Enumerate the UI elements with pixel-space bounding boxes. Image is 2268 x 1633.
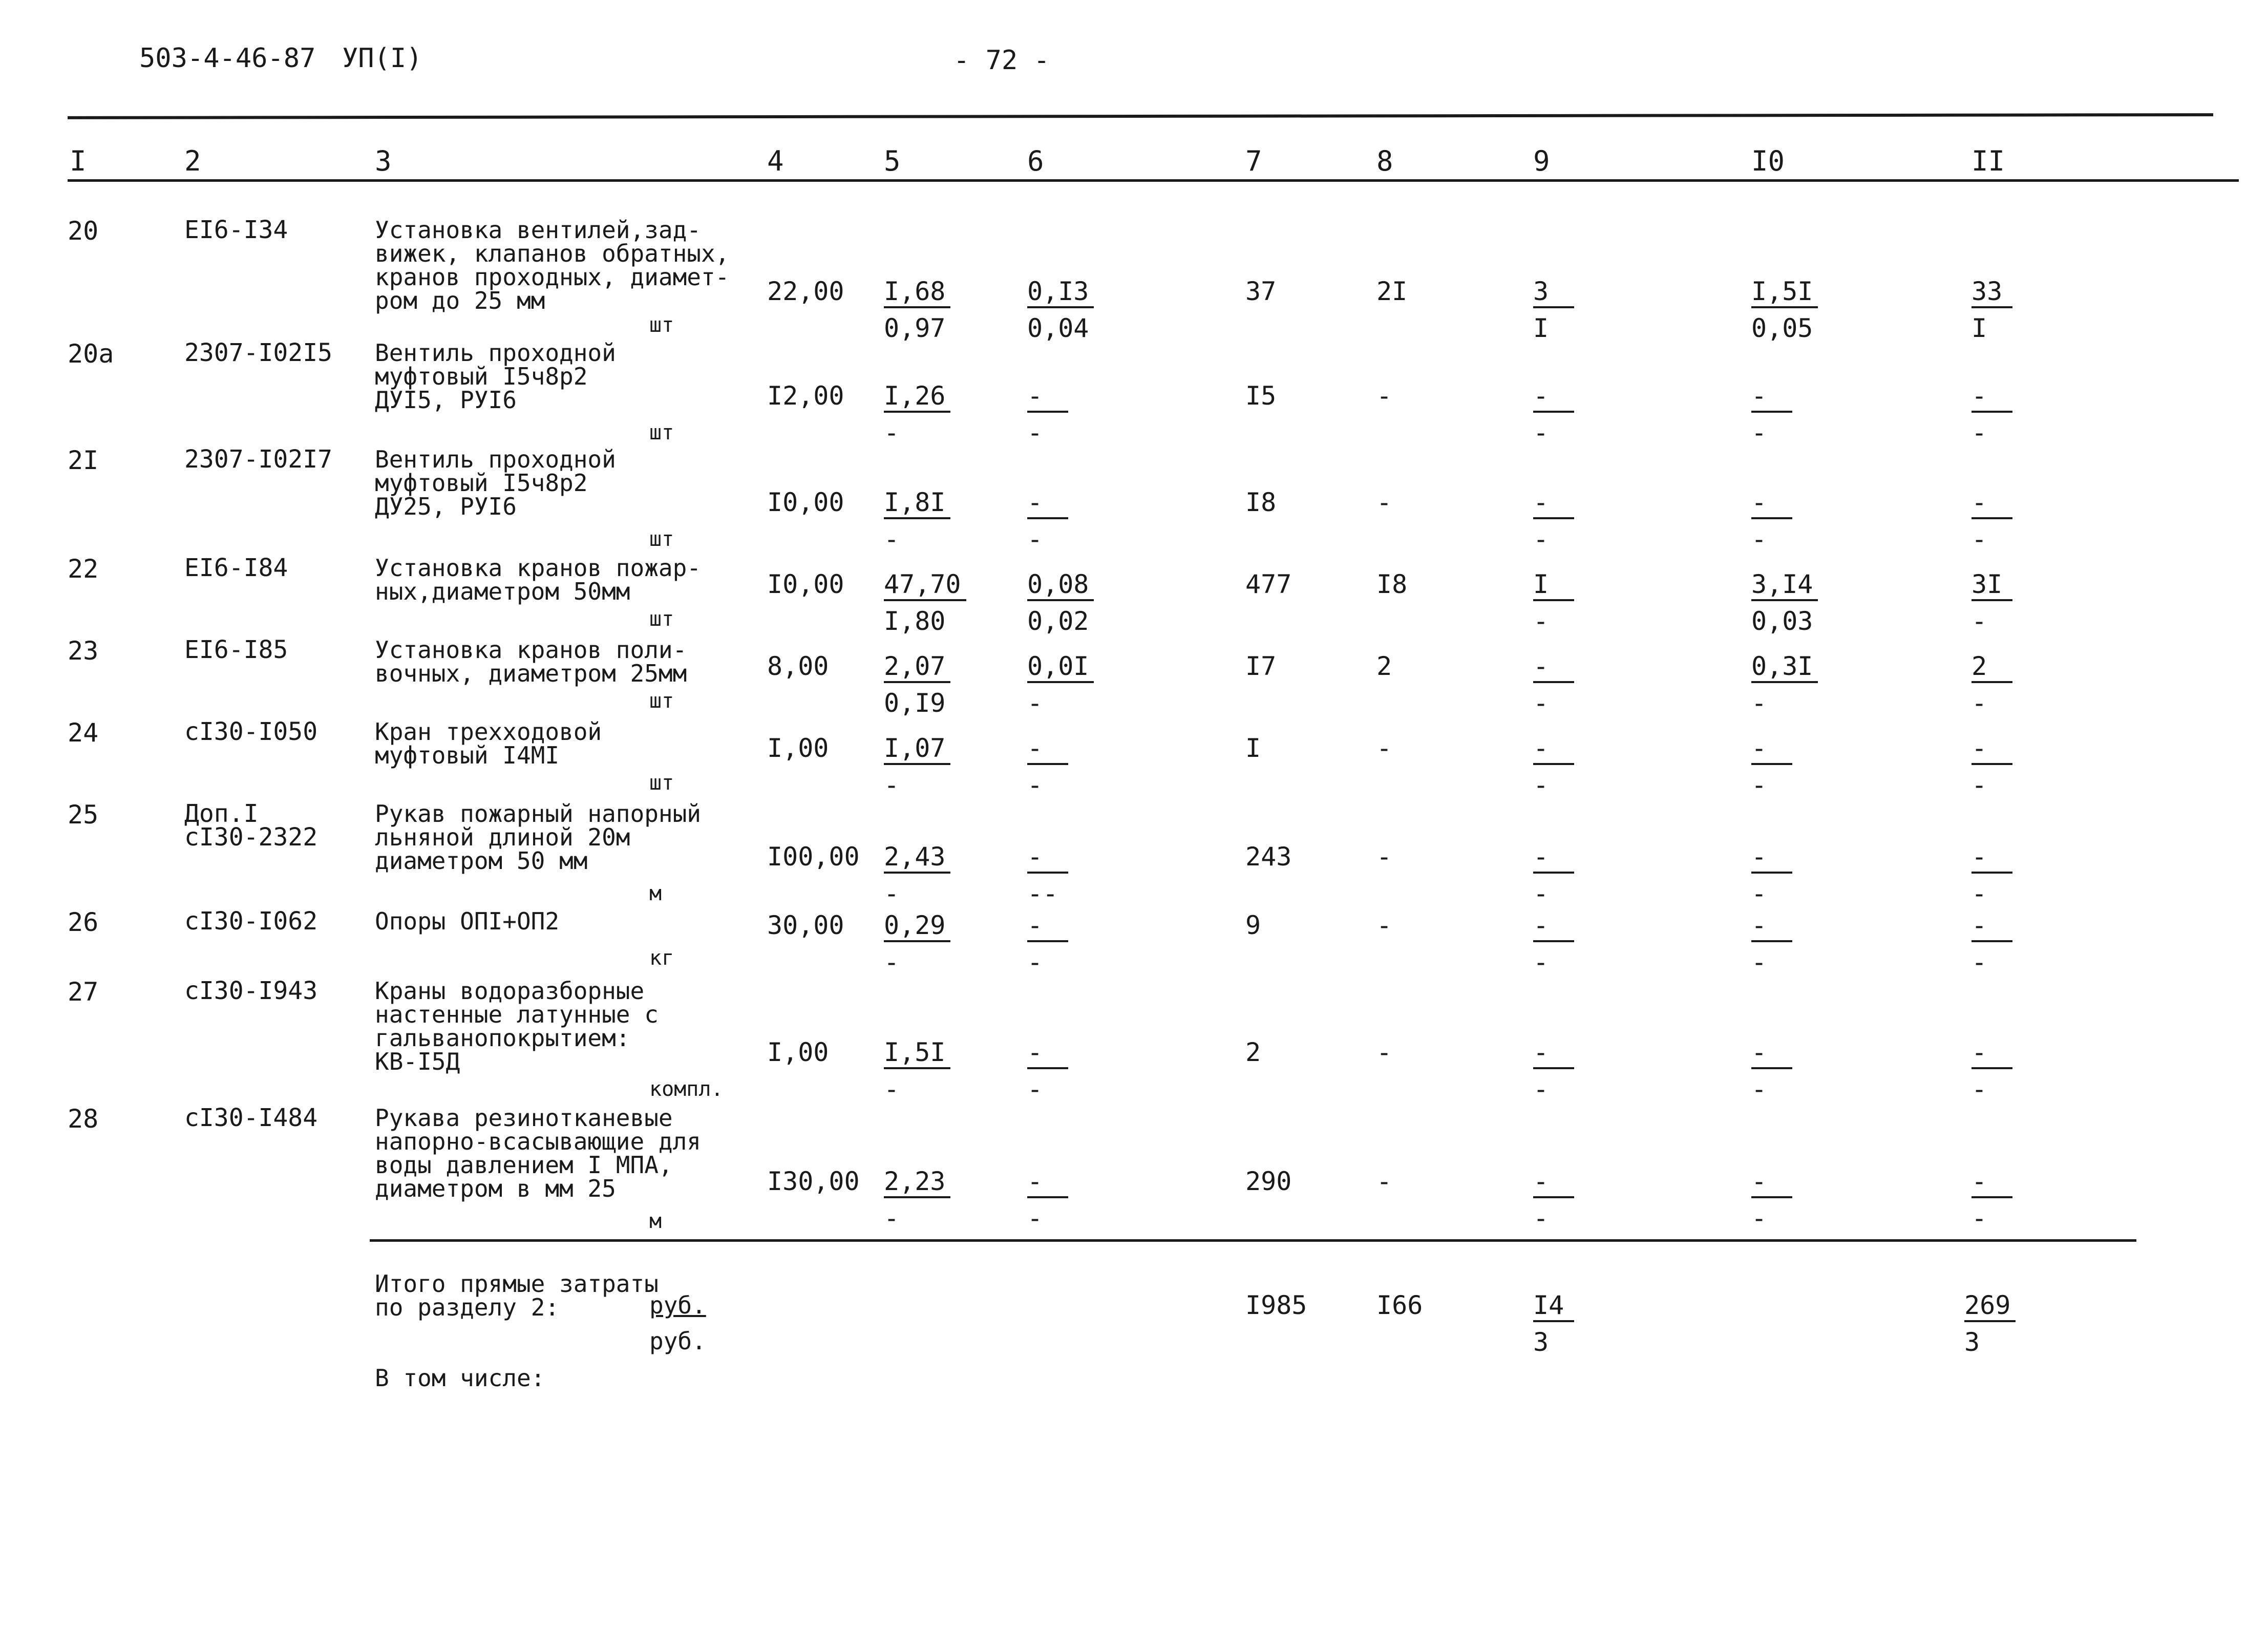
total-cost: 9 — [1245, 910, 1261, 940]
wage-share — [1972, 279, 2094, 341]
unit-of-measure: шт — [649, 313, 674, 337]
unit-wage — [1027, 844, 1150, 906]
machine-cost-top: - — [1751, 844, 1792, 874]
machine-cost — [1751, 279, 1874, 341]
total-wage — [1533, 1169, 1656, 1231]
rate-code: Доп.I сI30-2322 — [184, 799, 318, 852]
row-number: 26 — [68, 907, 99, 937]
total-cost: I — [1245, 733, 1261, 763]
unit-wage — [1027, 1037, 1150, 1104]
machine-cost — [1751, 1169, 1874, 1231]
totals-label: Итого прямые затраты по разделу 2: — [375, 1270, 659, 1321]
unit-wage-top: - — [1027, 913, 1068, 942]
unit-cost — [884, 571, 1007, 634]
machine-cost — [1751, 653, 1874, 716]
unit-wage-top: - — [1027, 490, 1068, 519]
unit-wage-bottom: 0,04 — [1027, 313, 1089, 343]
column-header-9: 9 — [1533, 145, 1550, 177]
machine-cost-top: - — [1751, 735, 1792, 765]
totals-col11-bottom: 3 — [1964, 1327, 1980, 1357]
unit-cost-bottom: - — [884, 418, 900, 448]
total-cost: 290 — [1245, 1167, 1292, 1196]
totals-col9-top: I4 — [1533, 1292, 1574, 1322]
total-wage-bottom: - — [1533, 770, 1549, 800]
total-wage — [1533, 844, 1656, 906]
unit-cost-bottom: - — [884, 1074, 900, 1104]
wage-share-top: 3I — [1972, 571, 2012, 601]
total-wage — [1533, 383, 1656, 446]
wage-share-bottom: - — [1972, 879, 1987, 908]
totals-col7: I985 — [1245, 1290, 1307, 1320]
total-wage — [1533, 653, 1656, 716]
work-description: Установка вентилей,зад- вижек, клапанов обратных, кранов проходных, диамет- ром до 25 мм — [375, 216, 730, 314]
totals-rule — [370, 1239, 2136, 1242]
column-header-7: 7 — [1245, 145, 1262, 177]
row-number: 28 — [68, 1104, 99, 1134]
wage-share — [1972, 1037, 2094, 1104]
unit-wage-bottom: - — [1027, 1074, 1043, 1104]
total-wage — [1533, 910, 1656, 977]
unit-wage — [1027, 279, 1150, 341]
total-wage-top: - — [1533, 653, 1574, 683]
wage-share-bottom: - — [1972, 770, 1987, 800]
unit-cost-bottom: - — [884, 1203, 900, 1233]
total-cost: I8 — [1245, 487, 1277, 517]
totals-unit-2: руб. — [649, 1327, 706, 1355]
unit-cost — [884, 844, 1007, 906]
totals-col9-bottom: 3 — [1533, 1327, 1549, 1357]
wage-share-top: - — [1972, 1040, 2012, 1069]
unit-of-measure: компл. — [649, 1077, 724, 1101]
unit-cost-top: I,8I — [884, 490, 950, 519]
total-wage-top: - — [1533, 490, 1574, 519]
unit-wage-bottom: - — [1027, 688, 1043, 718]
totals-col11-top: 269 — [1964, 1292, 2016, 1322]
unit-cost-bottom: I,80 — [884, 606, 946, 636]
unit-cost — [884, 383, 1007, 446]
machine-cost — [1751, 383, 1874, 446]
total-machine: - — [1376, 1037, 1392, 1067]
machine-cost — [1751, 844, 1874, 906]
wage-share — [1972, 571, 2094, 634]
wage-share-bottom: - — [1972, 1074, 1987, 1104]
unit-cost-top: 2,07 — [884, 653, 950, 683]
machine-cost — [1751, 571, 1874, 634]
total-cost: 477 — [1245, 569, 1292, 599]
row-number: 20 — [68, 216, 99, 246]
row-number: 23 — [68, 636, 99, 666]
column-header-8: 8 — [1376, 145, 1393, 177]
wage-share-top: - — [1972, 1169, 2012, 1198]
total-wage-bottom: - — [1533, 418, 1549, 448]
total-wage-bottom: - — [1533, 524, 1549, 554]
total-cost: 2 — [1245, 1037, 1261, 1067]
total-cost: 243 — [1245, 842, 1292, 872]
machine-cost-top: 0,3I — [1751, 653, 1818, 683]
wage-share-bottom: - — [1972, 1203, 1987, 1233]
unit-wage — [1027, 383, 1150, 446]
unit-cost-bottom: 0,I9 — [884, 688, 946, 718]
machine-cost — [1751, 1037, 1874, 1104]
wage-share-top: - — [1972, 735, 2012, 765]
unit-cost — [884, 1037, 1007, 1104]
quantity: I2,00 — [767, 381, 844, 411]
unit-cost-bottom: 0,97 — [884, 313, 946, 343]
wage-share — [1972, 910, 2094, 977]
top-rule — [68, 113, 2213, 119]
unit-wage — [1027, 1169, 1150, 1231]
rate-code: сI30-I943 — [184, 977, 318, 1005]
total-wage — [1533, 571, 1656, 634]
machine-cost-top: - — [1751, 1169, 1792, 1198]
quantity: I0,00 — [767, 487, 844, 517]
total-wage-top: - — [1533, 913, 1574, 942]
unit-cost-top: I,68 — [884, 279, 950, 308]
wage-share-top: - — [1972, 383, 2012, 413]
total-machine: - — [1376, 487, 1392, 517]
unit-cost-bottom: - — [884, 524, 900, 554]
rate-code: 2307-I02I5 — [184, 338, 332, 367]
total-machine: - — [1376, 381, 1392, 411]
unit-cost — [884, 910, 1007, 977]
total-wage-top: - — [1533, 735, 1574, 765]
unit-wage — [1027, 735, 1150, 798]
unit-of-measure: кг — [649, 946, 674, 970]
unit-cost — [884, 653, 1007, 716]
unit-cost — [884, 279, 1007, 341]
total-wage-bottom: - — [1533, 1203, 1549, 1233]
column-header-1: I — [70, 145, 87, 177]
unit-of-measure: м — [649, 1210, 662, 1233]
column-header-5: 5 — [884, 145, 901, 177]
unit-wage-top: - — [1027, 735, 1068, 765]
unit-wage-bottom: - — [1027, 947, 1043, 977]
unit-cost-top: I,26 — [884, 383, 950, 413]
machine-cost-bottom: - — [1751, 947, 1767, 977]
total-wage — [1533, 735, 1656, 798]
total-wage — [1533, 1037, 1656, 1104]
totals-col11 — [1964, 1292, 2087, 1355]
quantity: I,00 — [767, 1037, 829, 1067]
unit-wage — [1027, 653, 1150, 716]
total-wage-bottom: - — [1533, 879, 1549, 908]
totals-col8: I66 — [1376, 1290, 1423, 1320]
unit-of-measure: шт — [649, 421, 674, 444]
work-description: Установка кранов поли- вочных, диаметром 25мм — [375, 636, 687, 687]
column-header-11: II — [1972, 145, 2005, 177]
wage-share-top: 33 — [1972, 279, 2012, 308]
work-description: Рукав пожарный напорный льняной длиной 20м диаметром 50 мм — [375, 800, 701, 875]
total-wage-bottom: - — [1533, 947, 1549, 977]
wage-share-top: - — [1972, 913, 2012, 942]
column-header-10: I0 — [1751, 145, 1785, 177]
total-machine: - — [1376, 910, 1392, 940]
total-cost: I5 — [1245, 381, 1277, 411]
unit-wage — [1027, 571, 1150, 634]
rate-code: ЕI6-I84 — [184, 554, 288, 582]
machine-cost-top: I,5I — [1751, 279, 1818, 308]
doc-code: 503-4-46-87 — [139, 43, 316, 74]
total-machine: - — [1376, 842, 1392, 872]
rate-code: ЕI6-I34 — [184, 216, 288, 244]
total-wage-bottom: - — [1533, 688, 1549, 718]
unit-wage-top: - — [1027, 1040, 1068, 1069]
total-machine: - — [1376, 1167, 1392, 1196]
unit-wage-top: 0,0I — [1027, 653, 1094, 683]
unit-cost-top: I,5I — [884, 1040, 950, 1069]
machine-cost-bottom: - — [1751, 524, 1767, 554]
total-machine: 2 — [1376, 651, 1392, 681]
unit-of-measure: шт — [649, 689, 674, 713]
quantity: 22,00 — [767, 277, 844, 306]
unit-wage-top: 0,08 — [1027, 571, 1094, 601]
unit-wage — [1027, 910, 1150, 977]
total-cost: 37 — [1245, 277, 1277, 306]
wage-share-bottom: - — [1972, 947, 1987, 977]
totals-subtitle: В том числе: — [375, 1364, 545, 1392]
totals-unit-1: руб. — [649, 1291, 706, 1319]
machine-cost-top: - — [1751, 1040, 1792, 1069]
wage-share-bottom: - — [1972, 688, 1987, 718]
rate-code: сI30-I050 — [184, 717, 318, 746]
machine-cost-bottom: - — [1751, 879, 1767, 908]
total-cost: I7 — [1245, 651, 1277, 681]
machine-cost-bottom: - — [1751, 688, 1767, 718]
unit-of-measure: шт — [649, 771, 674, 795]
work-description: Вентиль проходной муфтовый I5ч8р2 ДУ25, РУI6 — [375, 446, 616, 520]
unit-wage-bottom: 0,02 — [1027, 606, 1089, 636]
row-number: 20а — [68, 339, 114, 369]
total-wage — [1533, 487, 1656, 554]
row-number: 2I — [68, 446, 99, 475]
total-wage-top: - — [1533, 383, 1574, 413]
unit-wage-bottom: - — [1027, 770, 1043, 800]
machine-cost-bottom: - — [1751, 770, 1767, 800]
total-wage-top: - — [1533, 844, 1574, 874]
total-wage-top: - — [1533, 1169, 1574, 1198]
unit-wage-bottom: - — [1027, 1203, 1043, 1233]
unit-wage-top: - — [1027, 844, 1068, 874]
row-number: 22 — [68, 554, 99, 584]
machine-cost — [1751, 910, 1874, 977]
unit-of-measure: шт — [649, 527, 674, 551]
work-description: Вентиль проходной муфтовый I5ч8р2 ДУI5, РУI6 — [375, 339, 616, 414]
wage-share — [1972, 653, 2094, 716]
album-code: УП(I) — [342, 43, 422, 74]
wage-share — [1972, 735, 2094, 798]
work-description: Кран трехходовой муфтовый I4МI — [375, 718, 602, 769]
unit-wage-top: - — [1027, 1169, 1068, 1198]
total-wage-top: - — [1533, 1040, 1574, 1069]
machine-cost-bottom: - — [1751, 1203, 1767, 1233]
page-number: - 72 - — [953, 45, 1050, 76]
row-number: 24 — [68, 718, 99, 748]
wage-share-bottom: - — [1972, 418, 1987, 448]
quantity: 8,00 — [767, 651, 829, 681]
unit-of-measure: шт — [649, 607, 674, 631]
quantity: I,00 — [767, 733, 829, 763]
machine-cost — [1751, 735, 1874, 798]
machine-cost-bottom: - — [1751, 1074, 1767, 1104]
column-header-2: 2 — [184, 145, 201, 177]
wage-share — [1972, 383, 2094, 446]
total-wage-top: 3 — [1533, 279, 1574, 308]
wage-share — [1972, 1169, 2094, 1231]
rate-code: 2307-I02I7 — [184, 445, 332, 474]
row-number: 25 — [68, 800, 99, 830]
unit-cost-top: 2,43 — [884, 844, 950, 874]
unit-cost-top: 47,70 — [884, 571, 966, 601]
quantity: 30,00 — [767, 910, 844, 940]
column-header-6: 6 — [1027, 145, 1044, 177]
work-description: Краны водоразборные настенные латунные с гальванопокрытием: КВ-I5Д — [375, 977, 659, 1075]
total-wage-bottom: - — [1533, 606, 1549, 636]
total-machine: - — [1376, 733, 1392, 763]
work-description: Рукава резинотканевые напорно-всасывающие для воды давлением I МПА, диаметром в мм 25 — [375, 1104, 701, 1202]
header-rule — [68, 179, 2239, 182]
wage-share-top: 2 — [1972, 653, 2012, 683]
machine-cost-top: - — [1751, 383, 1792, 413]
unit-cost-top: 2,23 — [884, 1169, 950, 1198]
quantity: I0,00 — [767, 569, 844, 599]
quantity: I00,00 — [767, 842, 860, 872]
unit-wage — [1027, 487, 1150, 554]
wage-share-top: - — [1972, 490, 2012, 519]
wage-share-top: - — [1972, 844, 2012, 874]
total-wage-top: I — [1533, 571, 1574, 601]
unit-cost — [884, 487, 1007, 554]
wage-share-bottom: - — [1972, 524, 1987, 554]
unit-of-measure: м — [649, 882, 662, 905]
rate-code: ЕI6-I85 — [184, 635, 288, 664]
wage-share — [1972, 487, 2094, 554]
rate-code: сI30-I062 — [184, 907, 318, 936]
total-wage-bottom: - — [1533, 1074, 1549, 1104]
wage-share-bottom: I — [1972, 313, 1987, 343]
work-description: Установка кранов пожар- ных,диаметром 50мм — [375, 554, 701, 605]
unit-cost-bottom: - — [884, 879, 900, 908]
machine-cost-top: - — [1751, 913, 1792, 942]
total-wage — [1533, 279, 1656, 341]
machine-cost-bottom: 0,05 — [1751, 313, 1813, 343]
rate-code: сI30-I484 — [184, 1104, 318, 1132]
unit-cost — [884, 735, 1007, 798]
unit-cost-top: I,07 — [884, 735, 950, 765]
column-header-4: 4 — [767, 145, 784, 177]
unit-cost — [884, 1169, 1007, 1231]
unit-cost-bottom: - — [884, 770, 900, 800]
total-machine: 2I — [1376, 277, 1408, 306]
machine-cost-top: 3,I4 — [1751, 571, 1818, 601]
total-wage-bottom: I — [1533, 313, 1549, 343]
unit-cost-top: 0,29 — [884, 913, 950, 942]
totals-col9 — [1533, 1292, 1656, 1355]
unit-wage-top: - — [1027, 383, 1068, 413]
machine-cost-bottom: - — [1751, 418, 1767, 448]
quantity: I30,00 — [767, 1167, 860, 1196]
unit-wage-bottom: - — [1027, 418, 1043, 448]
row-number: 27 — [68, 977, 99, 1007]
unit-cost-bottom: - — [884, 947, 900, 977]
machine-cost-bottom: 0,03 — [1751, 606, 1813, 636]
column-header-3: 3 — [375, 145, 392, 177]
unit-wage-top: 0,I3 — [1027, 279, 1094, 308]
machine-cost — [1751, 487, 1874, 554]
work-description: Опоры ОПI+ОП2 — [375, 907, 560, 935]
machine-cost-top: - — [1751, 490, 1792, 519]
unit-wage-bottom: - — [1027, 524, 1043, 554]
wage-share — [1972, 844, 2094, 906]
wage-share-bottom: - — [1972, 606, 1987, 636]
total-machine: I8 — [1376, 569, 1408, 599]
unit-wage-bottom: -- — [1027, 879, 1058, 908]
